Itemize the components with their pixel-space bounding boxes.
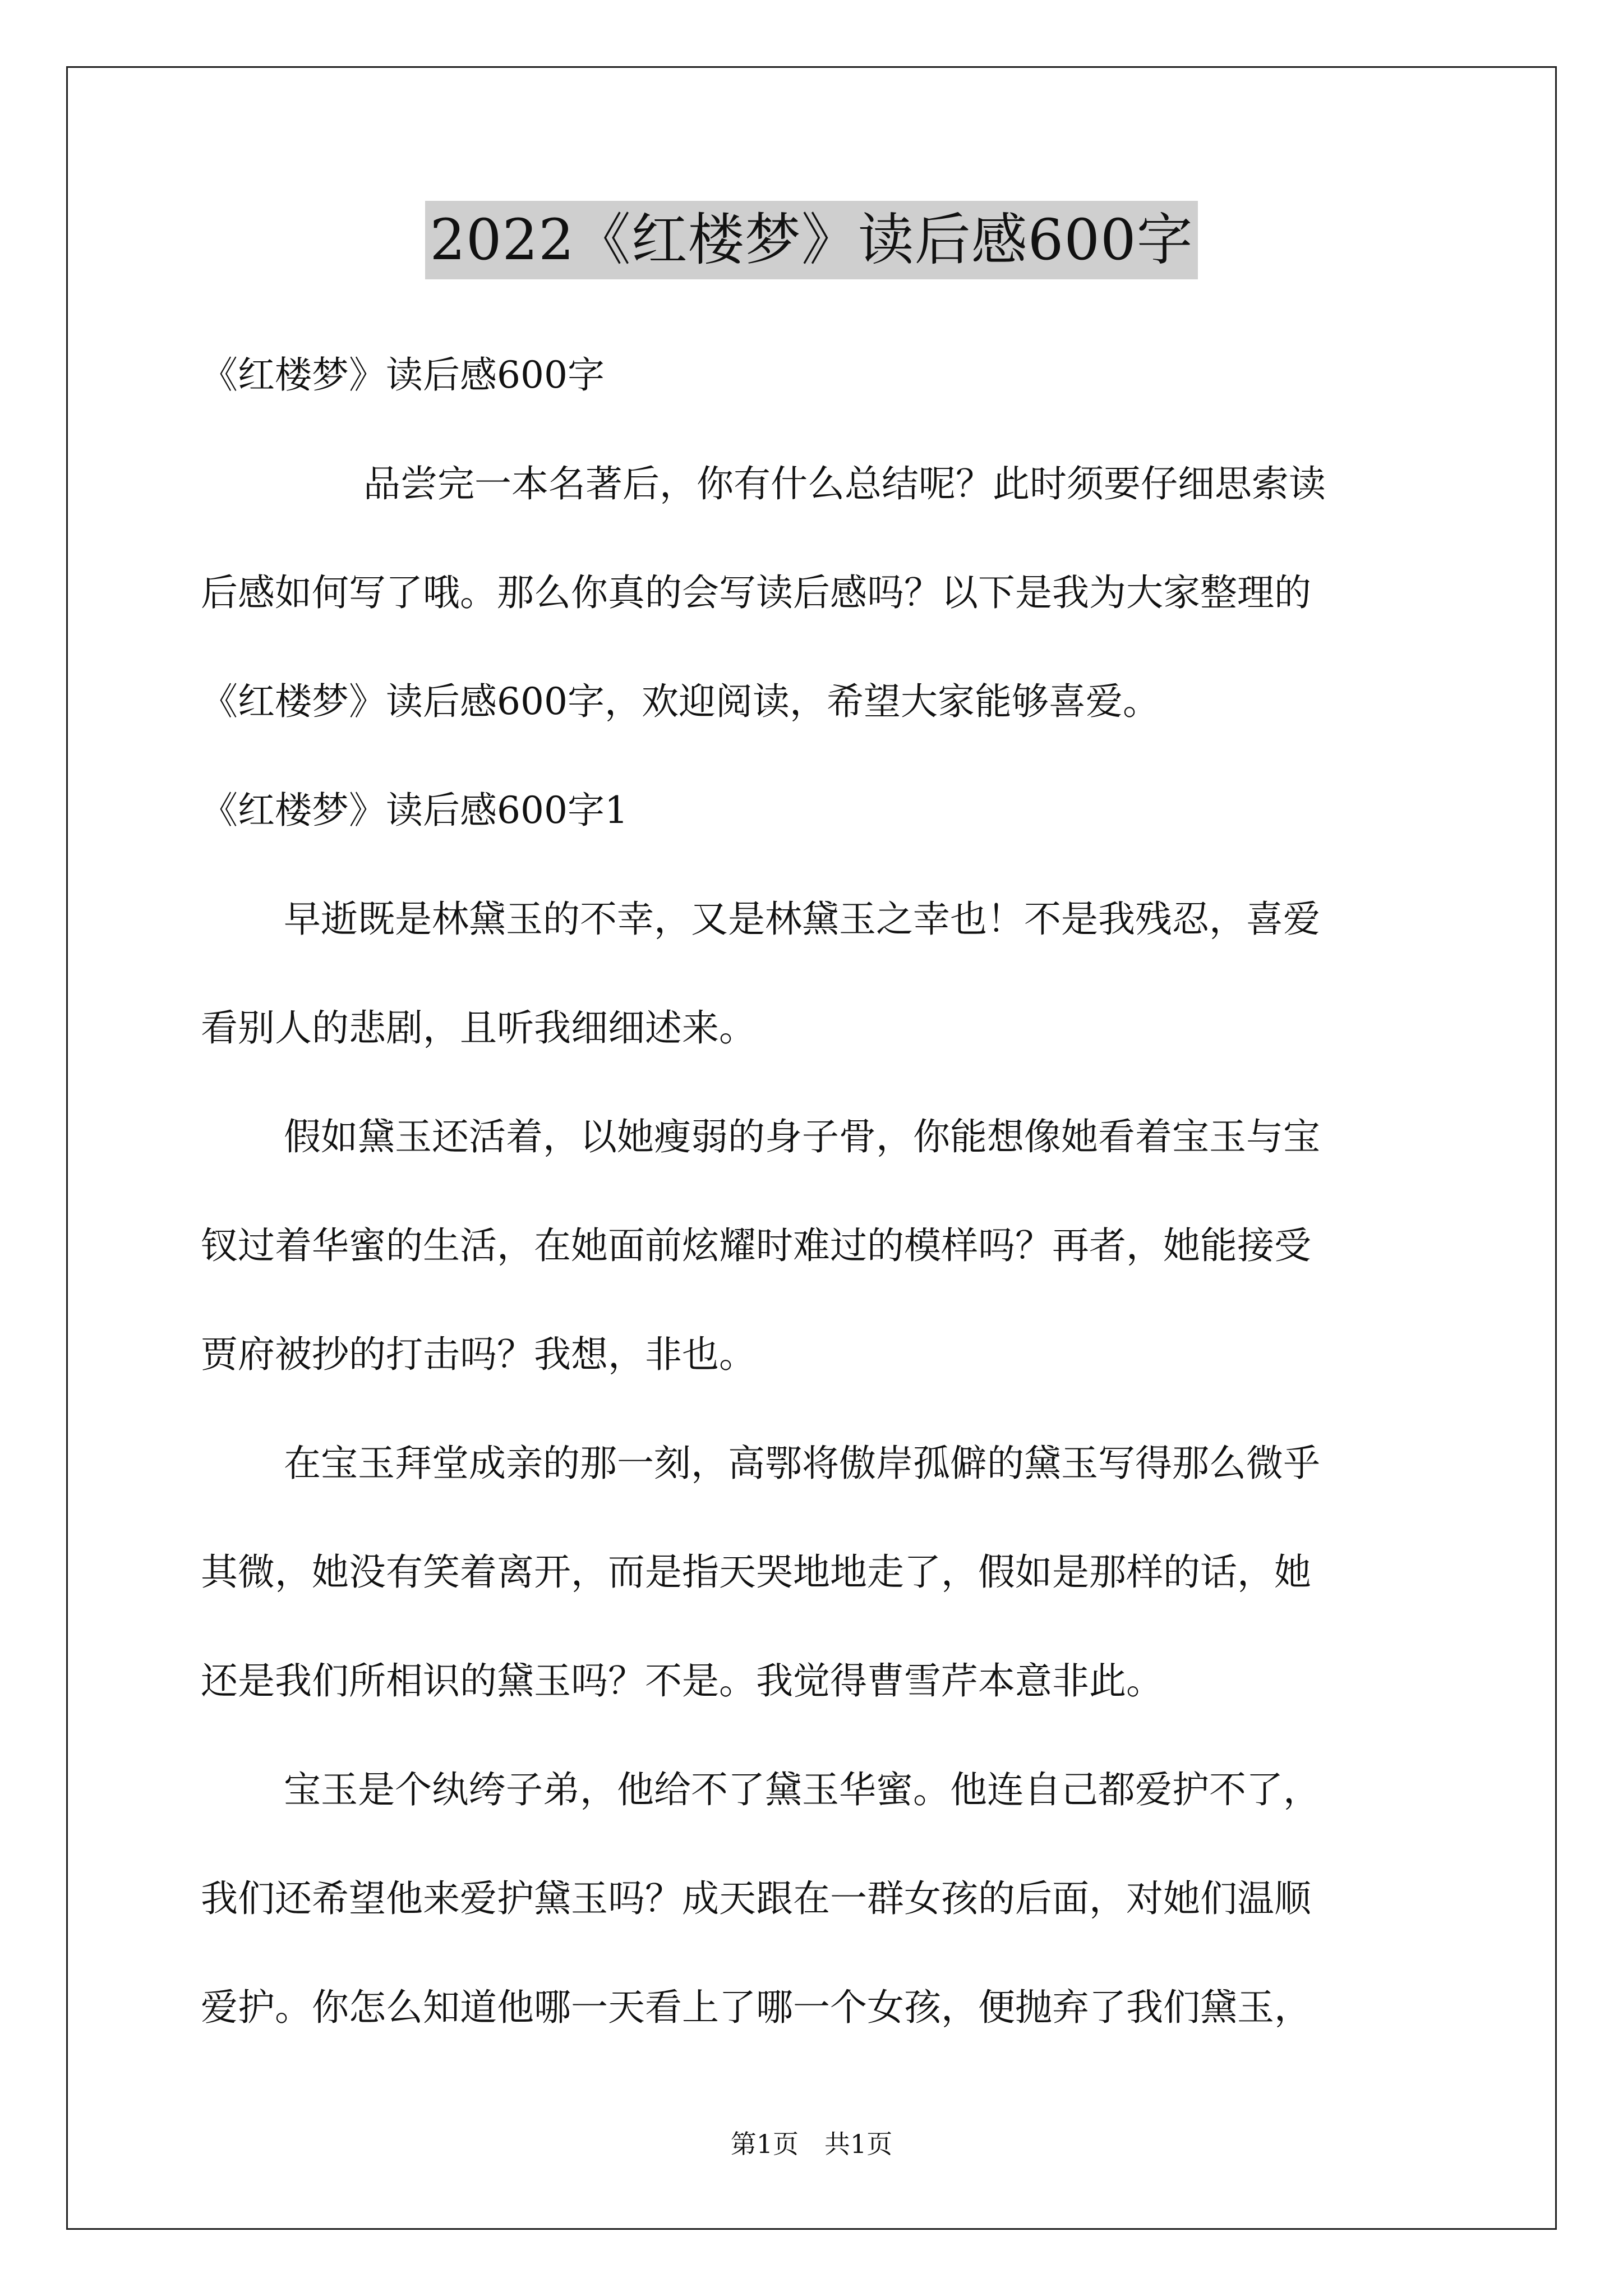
paragraph-line: 后感如何写了哦。那么你真的会写读后感吗？以下是我为大家整理的: [201, 571, 1311, 614]
paragraph-line: 品尝完一本名著后，你有什么总结呢？此时须要仔细思索读: [363, 462, 1326, 505]
title-wrap: [0, 201, 1623, 279]
section-heading: 《红楼梦》读后感600字1: [201, 789, 628, 832]
paragraph-line: 钗过着华蜜的生活，在她面前炫耀时难过的模样吗？再者，她能接受: [201, 1224, 1311, 1267]
paragraph-line: 宝玉是个纨绔子弟，他给不了黛玉华蜜。他连自己都爱护不了，: [284, 1768, 1320, 1811]
paragraph-line: 看别人的悲剧，且听我细细述来。: [201, 1006, 756, 1050]
paragraph-line: 我们还希望他来爱护黛玉吗？成天跟在一群女孩的后面，对她们温顺: [201, 1877, 1311, 1920]
page-footer: 第1页 共1页: [730, 2129, 893, 2159]
paragraph-line: 《红楼梦》读后感600字，欢迎阅读，希望大家能够喜爱。: [201, 680, 1160, 723]
document-title: 2022《红楼梦》读后感600字: [425, 201, 1197, 279]
paragraph-line: 其微，她没有笑着离开，而是指天哭地地走了，假如是那样的话，她: [201, 1550, 1311, 1594]
paragraph-line: 贾府被抄的打击吗？我想，非也。: [201, 1333, 756, 1376]
paragraph-line: 还是我们所相识的黛玉吗？不是。我觉得曹雪芹本意非此。: [201, 1659, 1163, 1703]
paragraph-line: 在宝玉拜堂成亲的那一刻，高鄂将傲岸孤僻的黛玉写得那么微乎: [284, 1442, 1320, 1485]
paragraph-line: 爱护。你怎么知道他哪一天看上了哪一个女孩，便抛弃了我们黛玉，: [201, 1986, 1311, 2029]
paragraph-line: 早逝既是林黛玉的不幸，又是林黛玉之幸也！不是我残忍，喜爱: [284, 898, 1320, 941]
paragraph-line: 假如黛玉还活着，以她瘦弱的身子骨，你能想像她看着宝玉与宝: [284, 1115, 1320, 1158]
document-body: [201, 321, 1435, 2062]
subtitle-line: 《红楼梦》读后感600字: [201, 353, 605, 397]
